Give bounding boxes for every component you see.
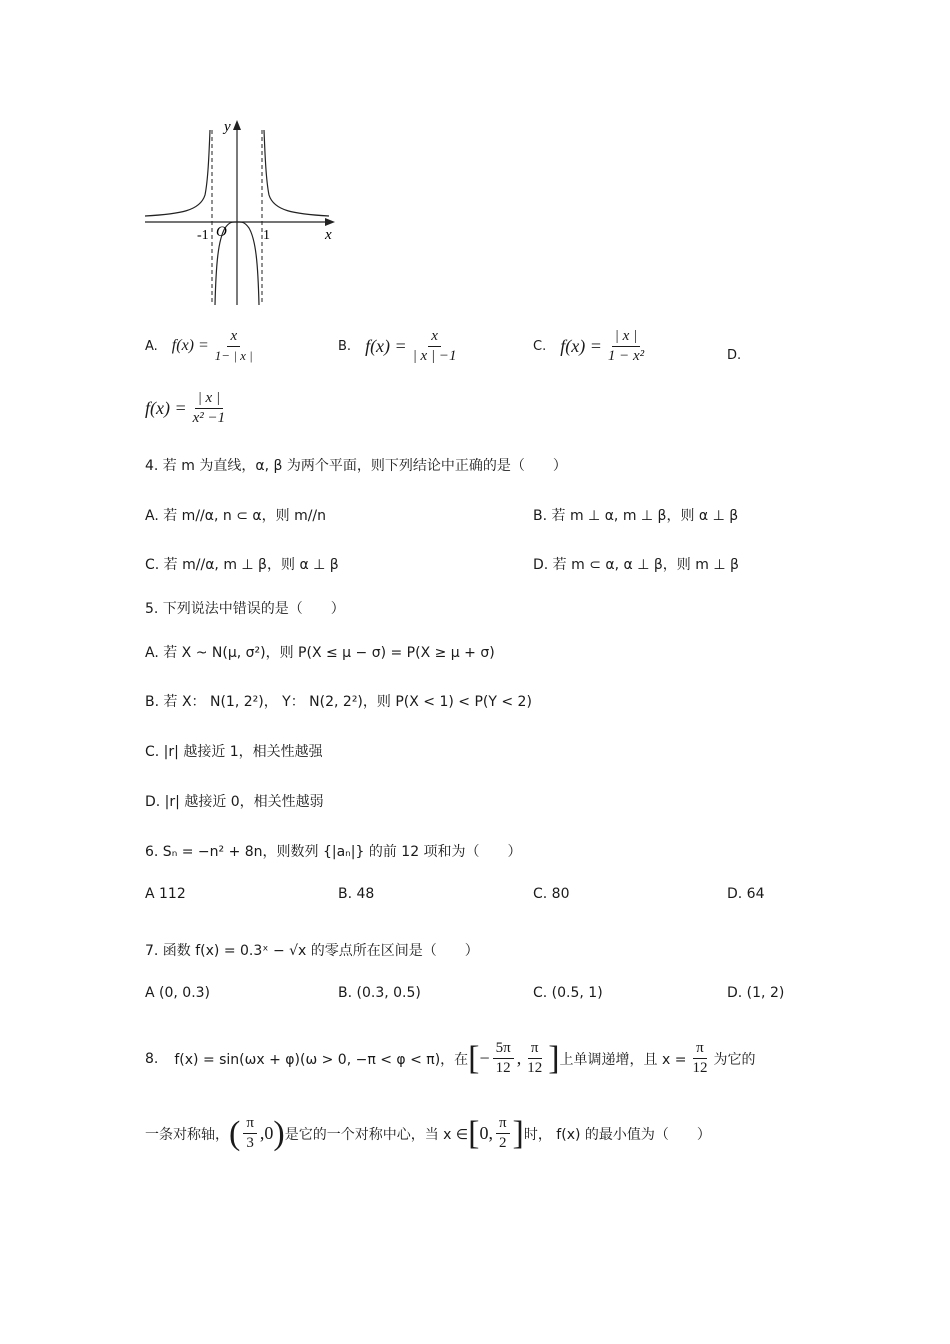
q7-stem: 7. 函数 f(x) = 0.3ˣ − √x 的零点所在区间是（ ） [145,943,479,959]
paren-close-icon: ) [273,1114,285,1152]
axis-label-y: y [224,119,231,135]
option-letter: D. [727,348,742,363]
x-axis-arrow-icon [325,218,335,226]
q4-option-a[interactable]: A. 若 m//α, n ⊂ α，则 m//n [145,508,327,524]
q3-option-a[interactable] [145,328,259,364]
interval-right-fraction [524,1040,545,1077]
q7-option-a[interactable]: A (0, 0.3) [145,985,211,1001]
q6-option-b[interactable]: B. 48 [338,886,375,902]
q3-option-d-label[interactable] [727,344,741,363]
y-axis-arrow-icon [233,120,241,130]
q5-option-a[interactable]: A. 若 X ~ N(μ, σ²)，则 P(X ≤ μ − σ) = P(X ≥ μ + σ) [145,645,495,661]
q8-text-part3: 为它的 [713,1051,756,1068]
fraction-numerator: x [227,328,240,347]
tick-label-pos: 1 [263,228,270,243]
range-fraction [496,1115,510,1152]
fraction-numerator: π [528,1040,542,1059]
option-lhs: f(x) = [560,336,602,356]
q4-option-c[interactable]: C. 若 m//α, m ⊥ β，则 α ⊥ β [145,557,339,573]
q8-line2-c: 时， f(x) 的最小值为（ ） [523,1126,711,1143]
q8-line2-a: 一条对称轴， [145,1126,229,1143]
q5-stem: 5. 下列说法中错误的是（ ） [145,601,345,617]
option-lhs: f(x) = [365,336,407,356]
minus-sign-icon: − [479,1048,490,1068]
option-fraction [605,328,647,365]
fraction-denominator: 2 [498,1135,507,1151]
fraction-numerator: 5π [493,1040,514,1059]
q8-text-part2: 上单调递增，且 x = [559,1051,687,1068]
curve-left-branch [145,130,210,216]
option-fraction [410,328,460,365]
q6-stem: 6. Sₙ = −n² + 8n，则数列 {|aₙ|} 的前 12 项和为（ ） [145,844,522,860]
q3-option-c[interactable] [533,328,650,365]
q4-option-b[interactable]: B. 若 m ⊥ α, m ⊥ β，则 α ⊥ β [533,508,739,524]
q8-function: f(x) = sin(ωx + φ)(ω > 0, −π < φ < π)，在 [174,1051,469,1068]
center-zero: ,0 [259,1123,274,1143]
option-fraction [212,328,256,364]
fraction-denominator: 3 [246,1135,254,1151]
tick-label-neg: -1 [197,228,209,243]
q3-option-b[interactable] [338,328,462,365]
q4-option-d[interactable]: D. 若 m ⊂ α, α ⊥ β，则 m ⊥ β [533,557,739,573]
q8-line2-b: 是它的一个对称中心，当 x ∈ [284,1126,469,1143]
comma-icon: , [516,1048,522,1068]
q7-option-c[interactable]: C. (0.5, 1) [533,985,603,1001]
fraction-numerator: | x | [195,390,223,409]
option-fraction [190,390,229,427]
option-lhs: f(x) = [145,398,187,418]
q6-option-a[interactable]: A 112 [145,886,186,902]
fraction-denominator: 12 [495,1060,511,1076]
axis-fraction [689,1040,710,1077]
bracket-open-icon: [ [468,1039,480,1077]
q8-number: 8. [145,1050,159,1067]
q6-option-c[interactable]: C. 80 [533,886,570,902]
bracket-close-icon: ] [548,1039,560,1077]
fraction-denominator: 12 [527,1060,543,1076]
bracket-close-icon: ] [512,1114,524,1152]
center-fraction [243,1115,257,1152]
fraction-numerator: x [428,328,441,347]
q5-option-d[interactable]: D. |r| 越接近 0，相关性越弱 [145,794,324,810]
fraction-denominator: | x | −1 [412,348,457,364]
q4-stem: 4. 若 m 为直线，α, β 为两个平面，则下列结论中正确的是（ ） [145,458,567,474]
function-graph [140,115,345,310]
option-letter: A. [145,338,158,354]
interval-left-fraction [493,1040,514,1077]
range-zero: 0, [479,1123,493,1143]
option-letter: C. [533,339,547,354]
q7-option-b[interactable]: B. (0.3, 0.5) [338,985,421,1001]
fraction-numerator: π [693,1040,707,1059]
fraction-numerator: | x | [612,328,640,347]
q5-option-c[interactable]: C. |r| 越接近 1，相关性越强 [145,744,323,760]
q8-line-1 [145,1040,755,1077]
option-letter: B. [338,339,352,354]
fraction-denominator: 12 [692,1060,708,1076]
q5-option-b[interactable]: B. 若 X： N(1, 2²)， Y： N(2, 2²)，则 P(X < 1) < P(Y < 2) [145,694,532,710]
fraction-denominator: x² −1 [192,410,226,426]
option-lhs: f(x) = [171,337,209,354]
q8-line-2 [145,1115,711,1152]
origin-label: O [216,224,227,240]
fraction-numerator: π [496,1115,510,1134]
curve-right-branch [264,130,329,216]
bracket-open-icon: [ [468,1114,480,1152]
fraction-denominator: 1 − x² [607,348,645,364]
axis-label-x: x [325,227,332,243]
q7-option-d[interactable]: D. (1, 2) [727,985,785,1001]
paren-open-icon: ( [229,1114,241,1152]
fraction-numerator: π [243,1115,257,1134]
q3-option-d-formula [145,390,231,427]
q6-option-d[interactable]: D. 64 [727,886,765,902]
fraction-denominator: 1− | x | [214,348,253,363]
